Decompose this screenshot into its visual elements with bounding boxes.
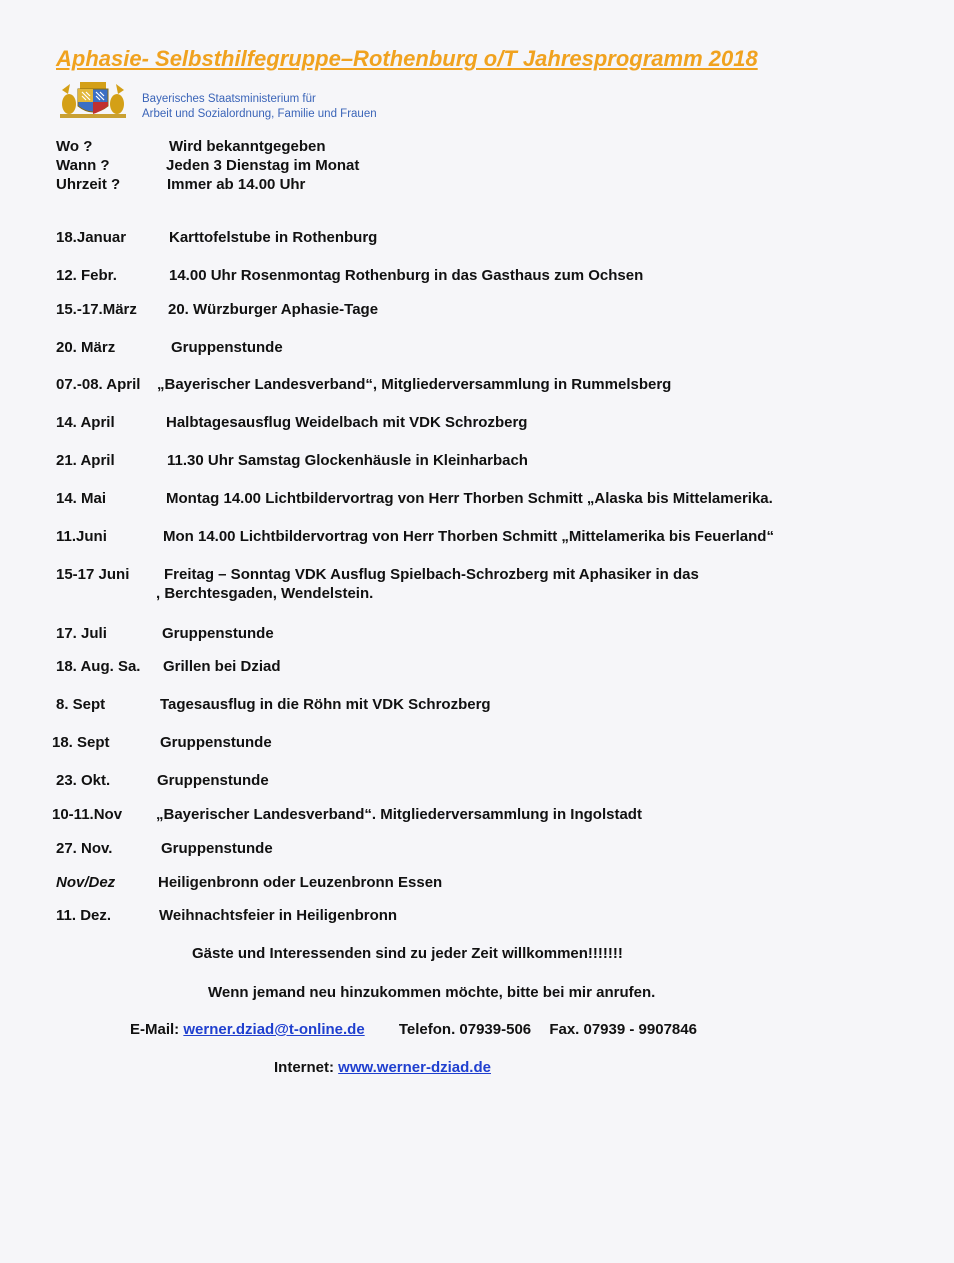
event-date: 15-17 Juni <box>56 566 130 583</box>
event-date: 10-11.Nov <box>52 806 123 823</box>
event-date: 21. April <box>56 452 115 469</box>
bavarian-coat-of-arms-icon <box>56 80 130 120</box>
page-title: Aphasie- Selbsthilfegruppe–Rothenburg o/T Jahresprogramm 2018 <box>56 46 758 71</box>
meta-value: Immer ab 14.00 Uhr <box>167 176 306 193</box>
event-text-continued: , Berchtesgaden, Wendelstein. <box>156 585 374 602</box>
event-text: 11.30 Uhr Samstag Glockenhäusle in Kleinharbach <box>167 452 528 469</box>
event-date: 8. Sept <box>56 696 106 713</box>
event-date: 18. Aug. Sa. <box>56 658 141 675</box>
meta-label: Uhrzeit ? <box>56 176 121 193</box>
event-text: Mon 14.00 Lichtbildervortrag von Herr Thorben Schmitt „Mittelamerika bis Feuerland“ <box>163 528 774 545</box>
ministry-line-1: Bayerisches Staatsministerium für <box>142 93 316 105</box>
call-me-text: Wenn jemand neu hinzukommen möchte, bitte bei mir anrufen. <box>208 984 656 1001</box>
meta-label: Wo ? <box>56 138 93 155</box>
event-text: Halbtagesausflug Weidelbach mit VDK Schrozberg <box>166 414 528 431</box>
event-text: Freitag – Sonntag VDK Ausflug Spielbach-Schrozberg mit Aphasiker in das <box>164 566 699 583</box>
event-date: 27. Nov. <box>56 840 113 857</box>
event-date: 15.-17.März <box>56 301 137 318</box>
event-date: 18. Sept <box>52 734 110 751</box>
event-text: Gruppenstunde <box>162 625 274 642</box>
fax-number: Fax. 07939 - 9907846 <box>549 1021 697 1038</box>
ministry-name <box>142 92 377 122</box>
event-date: 23. Okt. <box>56 772 111 789</box>
event-text: Tagesausflug in die Röhn mit VDK Schrozberg <box>160 696 491 713</box>
internet-label: Internet: <box>274 1059 334 1076</box>
event-date: Nov/Dez <box>56 874 116 891</box>
contact-line <box>130 1021 697 1038</box>
event-text: „Bayerischer Landesverband“, Mitgliederversammlung in Rummelsberg <box>157 376 672 393</box>
event-date: 14. Mai <box>56 490 107 507</box>
event-date: 07.-08. April <box>56 376 141 393</box>
event-text: Weihnachtsfeier in Heiligenbronn <box>159 907 398 924</box>
event-date: 20. März <box>56 339 116 356</box>
event-date: 11.Juni <box>56 528 107 545</box>
event-text: Karttofelstube in Rothenburg <box>169 229 378 246</box>
event-date: 11. Dez. <box>56 907 112 924</box>
event-text: Montag 14.00 Lichtbildervortrag von Herr Thorben Schmitt „Alaska bis Mittelamerika. <box>166 490 773 507</box>
event-text: 14.00 Uhr Rosenmontag Rothenburg in das Gasthaus zum Ochsen <box>169 267 644 284</box>
event-text: Gruppenstunde <box>157 772 269 789</box>
event-text: Grillen bei Dziad <box>163 658 281 675</box>
internet-line <box>274 1059 491 1076</box>
meta-value: Wird bekanntgegeben <box>169 138 326 155</box>
event-text: 20. Würzburger Aphasie-Tage <box>168 301 379 318</box>
event-text: „Bayerischer Landesverband“. Mitgliederversammlung in Ingolstadt <box>156 806 642 823</box>
event-date: 14. April <box>56 414 115 431</box>
event-text: Gruppenstunde <box>171 339 283 356</box>
phone-number: Telefon. 07939-506 <box>398 1021 532 1038</box>
event-date: 17. Juli <box>56 625 107 642</box>
meta-label: Wann ? <box>56 157 110 174</box>
email-label: E-Mail: <box>130 1021 180 1038</box>
meta-value: Jeden 3 Dienstag im Monat <box>166 157 360 174</box>
website-link[interactable]: www.werner-dziad.de <box>338 1059 491 1076</box>
ministry-line-2: Arbeit und Sozialordnung, Familie und Frauen <box>142 108 377 120</box>
guests-welcome-text: Gäste und Interessenden sind zu jeder Zeit willkommen!!!!!!! <box>192 945 623 962</box>
event-date: 18.Januar <box>56 229 127 246</box>
event-text: Gruppenstunde <box>160 734 272 751</box>
event-text: Gruppenstunde <box>161 840 273 857</box>
email-link[interactable]: werner.dziad@t-online.de <box>183 1021 365 1038</box>
event-date: 12. Febr. <box>56 267 117 284</box>
event-text: Heiligenbronn oder Leuzenbronn Essen <box>158 874 443 891</box>
